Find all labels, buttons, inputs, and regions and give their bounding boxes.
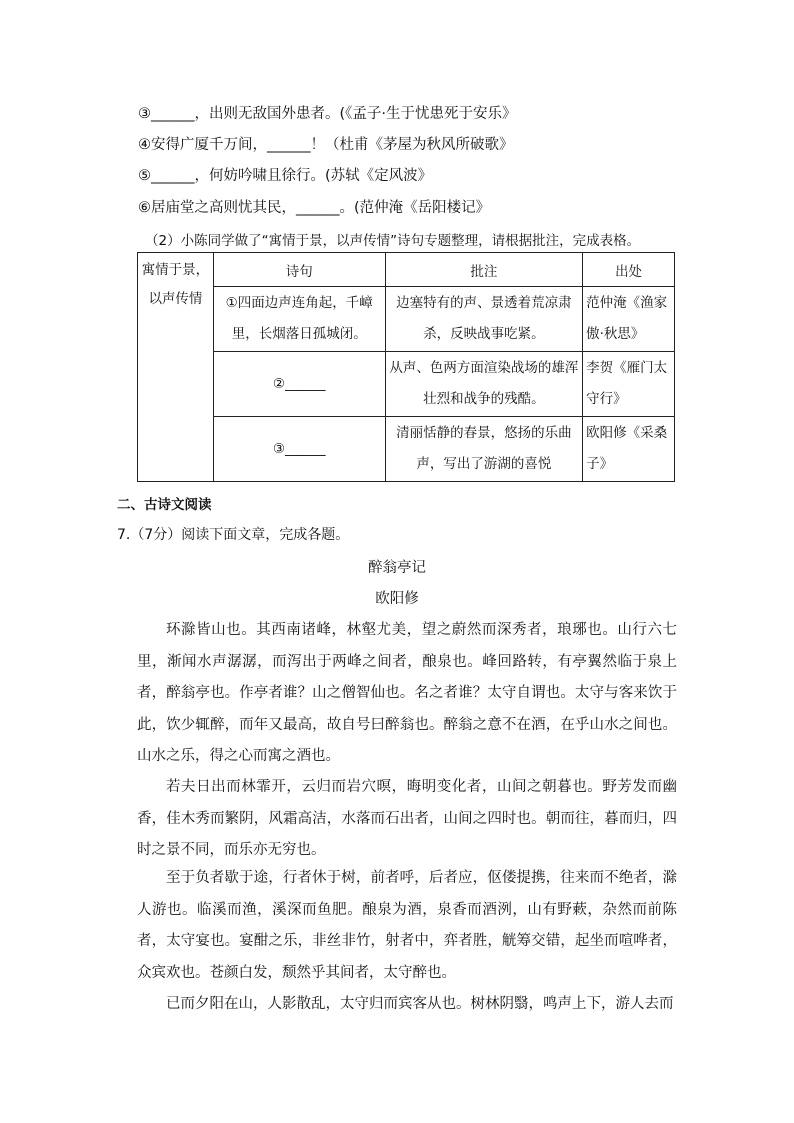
table-row <box>138 352 675 417</box>
header-verse: 诗句 <box>213 253 385 287</box>
table-lead-text: 寓情于景，以声传情 <box>141 262 210 307</box>
source-cell: 李贺《雁门太守行》 <box>583 352 675 417</box>
essay-title: 醉翁亭记 <box>368 560 426 576</box>
verse-cell: ①四面边声连角起，千嶂里，长烟落日孤城闭。 <box>213 287 385 352</box>
section-heading: 二、古诗文阅读 <box>117 497 212 513</box>
note-cell: 边塞特有的声、景透着荒凉肃杀，反映战事吃紧。 <box>385 287 583 352</box>
question-7-prompt: 7.（7分）阅读下面文章，完成各题。 <box>117 527 350 543</box>
essay-paragraph-1: 环滁皆山也。其西南诸峰，林壑尤美，望之蔚然而深秀者，琅琊也。山行六七里，渐闻水声潺潺，而泻出于两峰之间者，酿泉也。峰回路转，有亭翼然临于泉上者，醉翁亭也。作亭者谁？山之僧智仙也。名之者谁？太守自谓也。太守与客来饮于此，饮少辄醉，而年又最高，故自号曰醉翁也。醉翁之意不在酒，在乎山水之间也。山水之乐，得之心而寓之酒也。 <box>137 622 677 764</box>
poetry-table <box>137 252 675 482</box>
table-header-row <box>138 253 675 287</box>
header-note: 批注 <box>385 253 583 287</box>
essay-paragraph-2: 若夫日出而林霏开，云归而岩穴暝，晦明变化者，山间之朝暮也。野芳发而幽香，佳木秀而繁阴，风霜高洁，水落而石出者，山间之四时也。朝而往，暮而归，四时之景不同，而乐亦无穷也。 <box>137 779 677 858</box>
header-source: 出处 <box>583 253 675 287</box>
note-cell: 清丽恬静的春景，悠扬的乐曲声，写出了游湖的喜悦 <box>385 417 583 482</box>
question-2-intro: （2）小陈同学做了“寓情于景，以声传情”诗句专题整理，请根据批注，完成表格。 <box>145 233 641 249</box>
table-row <box>138 287 675 352</box>
essay-author: 欧阳修 <box>375 591 419 607</box>
fill-in-item-6: ⑥居庙堂之高则忧其民，______。(范仲淹《岳阳楼记》 <box>138 200 491 216</box>
verse-blank-cell[interactable]: ③______ <box>213 417 385 482</box>
fill-in-item-4: ④安得广厦千万间，______！（杜甫《茅屋为秋风所破歌》 <box>138 137 514 153</box>
table-row <box>138 417 675 482</box>
fill-in-item-5: ⑤______，何妨吟啸且徐行。(苏轼《定风波》 <box>138 168 433 184</box>
fill-in-item-3: ③______，出则无敌国外患者。(《孟子·生于忧患死于安乐》 <box>138 106 517 122</box>
essay-paragraph-4: 已而夕阳在山，人影散乱，太守归而宾客从也。树林阴翳，鸣声上下，游人去而 <box>166 996 674 1012</box>
source-cell: 欧阳修《采桑子》 <box>583 417 675 482</box>
table-lead-cell <box>138 253 214 482</box>
source-cell: 范仲淹《渔家傲·秋思》 <box>583 287 675 352</box>
note-cell: 从声、色两方面渲染战场的雄浑壮烈和战争的残酷。 <box>385 352 583 417</box>
essay-paragraph-3: 至于负者歇于途，行者休于树，前者呼，后者应，伛偻提携，往来而不绝者，滁人游也。临溪而渔，溪深而鱼肥。酿泉为酒，泉香而酒洌，山有野蔌，杂然而前陈者，太守宴也。宴酣之乐，非丝非竹，射者中，弈者胜，觥筹交错，起坐而喧哗者，众宾欢也。苍颜白发，颓然乎其间者，太守醉也。 <box>137 870 677 981</box>
verse-blank-cell[interactable]: ②______ <box>213 352 385 417</box>
